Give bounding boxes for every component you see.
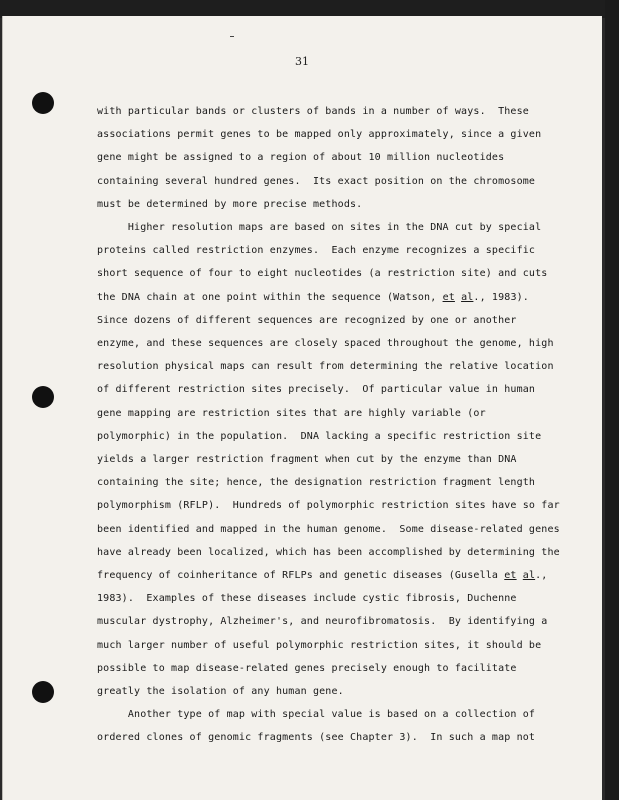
underlined-text: al <box>461 291 474 303</box>
text-segment: of different restriction sites precisely. Of particular value in human <box>97 384 536 396</box>
text-segment: Higher resolution maps are based on sites in the DNA cut by special <box>97 222 542 234</box>
underlined-text: et <box>442 291 455 303</box>
text-segment: gene mapping are restriction sites that are highly variable (or <box>97 407 486 419</box>
text-segment: the DNA chain at one point within the sequence (Watson, <box>97 291 443 303</box>
body-text <box>97 100 560 750</box>
text-line <box>97 610 557 633</box>
text-line <box>97 193 557 216</box>
text-line <box>97 262 557 285</box>
scan-mark <box>230 36 234 37</box>
text-line <box>97 123 557 146</box>
text-line <box>97 216 557 239</box>
text-line <box>97 402 557 425</box>
punch-hole <box>32 92 54 114</box>
text-segment: with particular bands or clusters of bands in a number of ways. These <box>97 106 529 117</box>
text-line <box>97 309 557 332</box>
text-segment: enzyme, and these sequences are closely spaced throughout the genome, high <box>97 338 554 350</box>
text-segment: associations permit genes to be mapped only approximately, since a given <box>97 129 542 141</box>
text-line <box>97 726 557 749</box>
text-line <box>97 170 557 193</box>
text-line <box>97 518 560 541</box>
text-line <box>97 471 557 494</box>
text-segment: Another type of map with special value is based on a collection of <box>97 709 536 721</box>
text-segment: muscular dystrophy, Alzheimer's, and neurofibromatosis. By identifying a <box>97 616 548 628</box>
page-number: 31 <box>295 55 309 68</box>
text-segment: Since dozens of different sequences are recognized by one or another <box>97 314 517 326</box>
text-segment: have already been localized, which has been accomplished by determining the <box>97 546 560 558</box>
punch-hole <box>32 681 54 703</box>
text-line <box>97 378 557 401</box>
text-segment: 1983). Examples of these diseases include cystic fibrosis, Duchenne <box>97 593 517 605</box>
text-segment: polymorphic) in the population. DNA lacking a specific restriction site <box>97 430 542 442</box>
text-line <box>97 239 557 262</box>
text-segment: ., <box>535 570 548 582</box>
text-line <box>97 146 557 169</box>
text-line <box>97 564 557 587</box>
text-segment: frequency of coinheritance of RFLPs and genetic diseases (Gusella <box>97 570 505 582</box>
text-segment: much larger number of useful polymorphic restriction sites, it should be <box>97 639 542 651</box>
text-line <box>97 355 557 378</box>
text-line <box>97 332 557 355</box>
text-segment: gene might be assigned to a region of about 10 million nucleotides <box>97 152 505 164</box>
text-line <box>97 657 557 680</box>
text-line <box>97 425 557 448</box>
text-segment: ., 1983). <box>473 291 529 303</box>
text-segment: yields a larger restriction fragment when cut by the enzyme than DNA <box>97 454 517 466</box>
text-segment: been identified and mapped in the human genome. Some disease-related genes <box>97 523 560 535</box>
punch-hole <box>32 386 54 408</box>
text-segment: possible to map disease-related genes precisely enough to facilitate <box>97 662 517 674</box>
text-segment: must be determined by more precise methods. <box>97 198 363 210</box>
text-segment: containing several hundred genes. Its exact position on the chromosome <box>97 175 536 187</box>
text-segment: proteins called restriction enzymes. Each enzyme recognizes a specific <box>97 245 536 257</box>
text-segment: resolution physical maps can result from determining the relative location <box>97 361 554 373</box>
text-line <box>97 541 560 564</box>
text-line <box>97 634 557 657</box>
text-segment: greatly the isolation of any human gene. <box>97 686 344 698</box>
text-segment: polymorphism (RFLP). Hundreds of polymorphic restriction sites have so far <box>97 500 560 512</box>
text-line <box>97 100 557 123</box>
underlined-text: et <box>504 570 517 582</box>
text-line <box>97 494 560 517</box>
text-line <box>97 587 557 610</box>
text-line <box>97 680 557 703</box>
document-page <box>2 16 602 800</box>
text-segment: short sequence of four to eight nucleotides (a restriction site) and cuts <box>97 268 548 280</box>
scan-background-right <box>605 0 619 800</box>
underlined-text: al <box>522 570 536 582</box>
text-line <box>97 448 557 471</box>
text-line <box>97 703 557 726</box>
text-line <box>97 286 557 309</box>
text-segment: ordered clones of genomic fragments (see Chapter 3). In such a map not <box>97 732 536 744</box>
text-segment: containing the site; hence, the designation restriction fragment length <box>97 477 536 489</box>
